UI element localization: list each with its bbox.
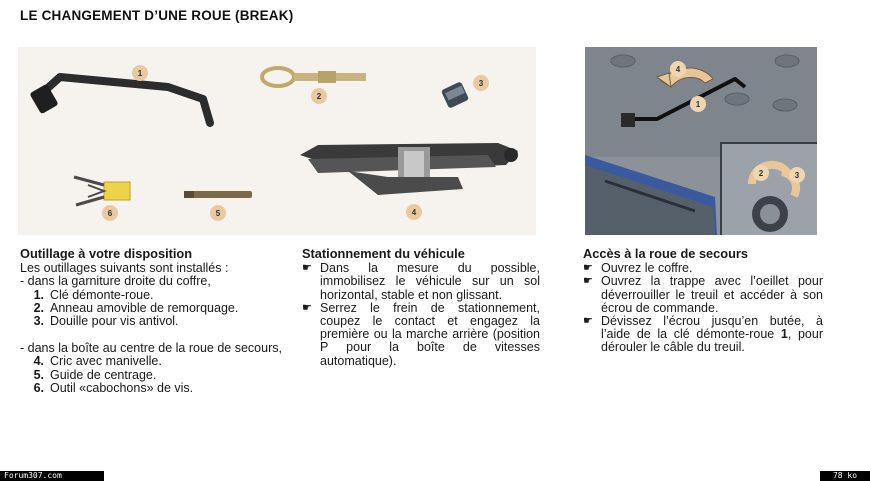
access-callout-2: 2 bbox=[758, 169, 764, 178]
list-item: ☛ Serrez le frein de stationnement, coupez le contact et engagez la première ou la marche arrière (position P pour la boîte de vitesses automatique). bbox=[302, 300, 540, 368]
list-item: 2. Anneau amovible de remorquage. bbox=[33, 300, 239, 315]
parking-column bbox=[302, 247, 540, 368]
file-size-label: 78 ko bbox=[820, 471, 870, 481]
access-callouts bbox=[585, 47, 817, 235]
pointing-hand-icon: ☛ bbox=[302, 301, 312, 314]
parking-heading: Stationnement du véhicule bbox=[302, 246, 465, 261]
callout-6: 6 bbox=[107, 209, 113, 218]
callout-2: 2 bbox=[316, 92, 322, 101]
source-watermark: Forum307.com bbox=[0, 471, 104, 481]
cap-tool-icon bbox=[74, 177, 130, 205]
spare-wheel-access-illustration bbox=[585, 47, 817, 235]
list-item: ☛ Dévissez l’écrou jusqu’en butée, à l’aide de la clé démonte-roue 1, pour dérouler le câble du treuil. bbox=[583, 314, 823, 355]
list-item: 1. Clé démonte-roue. bbox=[33, 287, 154, 302]
pointing-hand-icon: ☛ bbox=[583, 262, 593, 275]
access-callout-3: 3 bbox=[794, 171, 800, 180]
list-item: ☛ Ouvrez le coffre. bbox=[583, 261, 693, 276]
group2-list bbox=[20, 355, 282, 395]
list-item: 6. Outil «cabochons» de vis. bbox=[33, 380, 194, 395]
list-item: ☛ Ouvrez la trappe avec l’oeillet pour déverrouiller le treuil et accéder à son écrou de commande. bbox=[583, 274, 823, 315]
page-title: LE CHANGEMENT D’UNE ROUE (BREAK) bbox=[20, 8, 294, 23]
wheel-wrench-icon bbox=[29, 77, 210, 123]
access-heading: Accès à la roue de secours bbox=[583, 246, 749, 261]
callout-3: 3 bbox=[478, 79, 484, 88]
antitheft-socket-icon bbox=[441, 81, 469, 108]
jack-icon bbox=[300, 143, 518, 195]
pointing-hand-icon: ☛ bbox=[302, 262, 312, 275]
tools-drawing bbox=[18, 47, 536, 235]
centring-guide-icon bbox=[184, 191, 252, 198]
callout-5: 5 bbox=[215, 209, 221, 218]
access-callout-4: 4 bbox=[675, 65, 681, 74]
tools-heading: Outillage à votre disposition bbox=[20, 246, 193, 261]
tools-intro: Les outillages suivants sont installés : bbox=[20, 261, 229, 276]
tools-illustration bbox=[18, 47, 536, 235]
group1-title: - dans la garniture droite du coffre, bbox=[20, 274, 211, 289]
tools-column bbox=[20, 247, 282, 395]
group2-title: - dans la boîte au centre de la roue de secours, bbox=[20, 341, 282, 356]
list-item: ☛ Dans la mesure du possible, immobilisez le véhicule sur un sol horizontal, stable et non glissant. bbox=[302, 261, 540, 302]
list-item: 4. Cric avec manivelle. bbox=[33, 354, 162, 369]
towing-ring-icon bbox=[262, 68, 366, 86]
access-column bbox=[583, 247, 823, 355]
callout-4: 4 bbox=[411, 208, 417, 217]
group1-list bbox=[20, 289, 282, 329]
list-item: 3. Douille pour vis antivol. bbox=[33, 314, 179, 329]
callout-1: 1 bbox=[137, 69, 143, 78]
pointing-hand-icon: ☛ bbox=[583, 275, 593, 288]
access-callout-1: 1 bbox=[695, 100, 701, 109]
list-item: 5. Guide de centrage. bbox=[33, 367, 157, 382]
pointing-hand-icon: ☛ bbox=[583, 315, 593, 328]
